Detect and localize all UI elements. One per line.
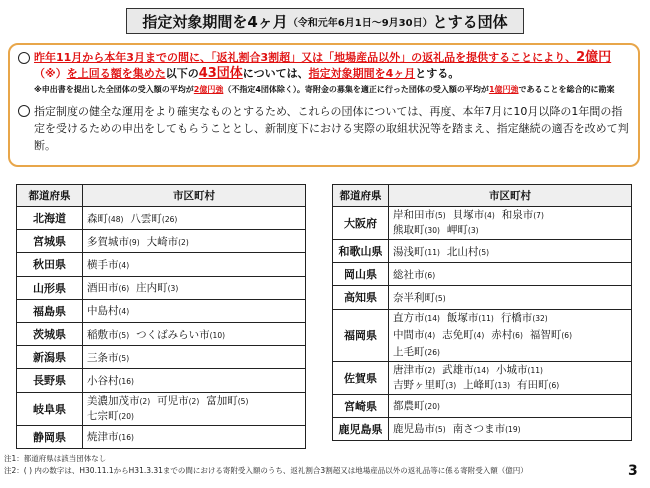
city-amount: (11) xyxy=(478,313,494,323)
city-amount: (5) xyxy=(118,353,130,363)
prefecture-cell: 福島県 xyxy=(17,299,83,322)
city-amount: (16) xyxy=(118,376,134,386)
footnotes xyxy=(4,453,528,477)
cities-line xyxy=(87,373,301,388)
city-name: 都農町 xyxy=(393,400,425,413)
circle-bullet-icon xyxy=(18,52,30,64)
bullet-2 xyxy=(18,99,630,154)
city-amount: (20) xyxy=(118,411,134,421)
prefecture-cell: 宮城県 xyxy=(17,230,83,253)
city-amount: (16) xyxy=(118,433,134,443)
cities-line xyxy=(87,327,301,342)
header-cities: 市区町村 xyxy=(389,185,632,207)
cities-line xyxy=(87,409,301,424)
city-name: 飯塚市 xyxy=(446,311,479,324)
city-amount: (2) xyxy=(178,237,189,247)
city-name: 有田町 xyxy=(517,378,549,391)
cities-line xyxy=(393,290,627,305)
cities-line xyxy=(87,394,301,409)
cities-line xyxy=(87,257,301,272)
city-name: 総社市 xyxy=(393,268,425,281)
city-amount: (7) xyxy=(533,211,544,220)
count-text: 43団体 xyxy=(198,66,243,81)
city-amount: (48) xyxy=(108,214,124,224)
city-name: 焼津市 xyxy=(87,431,119,444)
city-name: 大崎市 xyxy=(146,235,179,248)
city-name: 和泉市 xyxy=(501,209,534,221)
footnote-1: 注1：都道府県は該当団体なし xyxy=(4,454,107,463)
city-amount: (3) xyxy=(467,226,479,235)
city-amount: (4) xyxy=(118,307,130,317)
city-name: 三条市 xyxy=(87,351,119,364)
prefecture-cell: 岡山県 xyxy=(333,263,389,286)
asterisk-ref: （※） xyxy=(34,67,67,80)
city-amount: (6) xyxy=(424,270,436,280)
prefecture-cell: 茨城県 xyxy=(17,322,83,345)
prefecture-cell: 秋田県 xyxy=(17,253,83,276)
cities-cell xyxy=(83,369,306,392)
cities-cell xyxy=(389,309,632,361)
cities-line xyxy=(87,211,301,226)
city-name: 岬町 xyxy=(446,224,468,236)
table-row xyxy=(17,276,306,299)
cities-cell xyxy=(83,322,306,345)
table-row xyxy=(333,417,632,440)
prefecture-cell: 高知県 xyxy=(333,286,389,309)
city-amount: (5) xyxy=(435,293,446,303)
table-row xyxy=(333,361,632,394)
city-amount: (6) xyxy=(561,330,572,340)
cities-cell xyxy=(83,299,306,322)
cities-cell xyxy=(83,276,306,299)
bullet-1-text xyxy=(34,50,630,82)
prefecture-cell: 静岡県 xyxy=(17,425,83,448)
table-row xyxy=(333,286,632,309)
summary-box xyxy=(8,43,640,167)
city-amount: (5) xyxy=(237,396,249,406)
cities-line xyxy=(393,344,627,361)
city-name: 酒田市 xyxy=(87,282,119,295)
city-amount: (5) xyxy=(118,330,130,340)
cities-line xyxy=(87,303,301,318)
city-amount: (3) xyxy=(445,380,457,390)
city-name: 小谷村 xyxy=(87,374,119,387)
prefecture-cell: 岐阜県 xyxy=(17,392,83,425)
title-tail: とする団体 xyxy=(432,12,508,31)
prefecture-cell: 大阪府 xyxy=(333,207,389,240)
city-amount: (30) xyxy=(424,226,440,235)
cities-line xyxy=(393,208,627,223)
cities-cell xyxy=(389,361,632,394)
cities-line xyxy=(393,267,627,282)
city-amount: (4) xyxy=(484,211,495,220)
city-name: 中島村 xyxy=(87,305,119,318)
city-name: 志免町 xyxy=(442,328,474,341)
city-name: 庄内町 xyxy=(136,282,168,295)
period-text: 指定対象期間を4ヶ月 xyxy=(308,67,416,80)
cities-line xyxy=(87,429,301,444)
table-row xyxy=(17,207,306,230)
city-name: 岸和田市 xyxy=(393,209,435,221)
city-name: 行橋市 xyxy=(500,311,533,324)
table-row xyxy=(17,322,306,345)
city-name: 湯浅町 xyxy=(393,245,425,258)
city-amount: (20) xyxy=(424,402,440,412)
city-name: 熊取町 xyxy=(393,224,425,236)
prefecture-cell: 山形県 xyxy=(17,276,83,299)
city-name: 唐津市 xyxy=(393,363,425,376)
regarding-text: については、 xyxy=(242,67,309,80)
cities-cell xyxy=(389,286,632,309)
prefecture-cell: 佐賀県 xyxy=(333,361,389,394)
city-amount: (10) xyxy=(209,330,226,340)
cities-cell xyxy=(389,263,632,286)
prefecture-cell: 新潟県 xyxy=(17,346,83,369)
table-row xyxy=(333,240,632,263)
city-name: 八雲町 xyxy=(130,212,162,225)
following-text: 以下の xyxy=(165,67,199,80)
table-row xyxy=(17,392,306,425)
city-name: 中間市 xyxy=(393,328,425,341)
city-amount: (9) xyxy=(129,237,140,247)
city-amount: (2) xyxy=(424,365,436,375)
table-row xyxy=(333,309,632,361)
city-amount: (11) xyxy=(424,247,440,257)
table-row xyxy=(17,346,306,369)
right-municipality-table xyxy=(332,184,632,441)
table-row xyxy=(333,394,632,417)
cities-line xyxy=(393,244,627,259)
city-amount: (14) xyxy=(424,313,440,323)
city-name: 可児市 xyxy=(157,394,189,407)
city-name: 赤村 xyxy=(491,328,513,341)
city-name: 稲敷市 xyxy=(87,328,119,341)
city-name: 武雄市 xyxy=(442,363,474,376)
page-title xyxy=(126,8,524,34)
collected-text: を上回る額を集めた xyxy=(66,67,166,80)
table-row xyxy=(17,253,306,276)
city-amount: (6) xyxy=(118,284,130,294)
city-amount: (13) xyxy=(494,380,511,390)
city-name: 福智町 xyxy=(529,328,562,341)
city-amount: (2) xyxy=(188,396,200,406)
city-amount: (6) xyxy=(512,330,523,340)
cities-line xyxy=(393,398,627,413)
prefecture-cell: 和歌山県 xyxy=(333,240,389,263)
city-name: 吉野ヶ里町 xyxy=(393,378,446,391)
table-row xyxy=(333,207,632,240)
city-name: 森町 xyxy=(87,212,108,225)
bullet-1 xyxy=(18,50,630,82)
circle-bullet-icon xyxy=(18,105,30,117)
city-name: 美濃加茂市 xyxy=(87,394,140,407)
city-name: 北山村 xyxy=(446,245,479,258)
cities-line xyxy=(393,363,627,378)
city-name: 直方市 xyxy=(393,311,425,324)
table-row xyxy=(17,369,306,392)
city-name: 鹿児島市 xyxy=(393,423,435,436)
cities-cell xyxy=(83,392,306,425)
header-pref: 都道府県 xyxy=(17,185,83,207)
city-name: 上毛町 xyxy=(393,345,425,358)
city-amount: (4) xyxy=(473,330,485,340)
page-number: 3 xyxy=(628,463,638,479)
title-period: （令和元年6月1日～9月30日） xyxy=(287,17,433,29)
city-amount: (14) xyxy=(473,365,490,375)
city-name: 富加町 xyxy=(206,394,238,407)
table-row xyxy=(17,299,306,322)
city-amount: (11) xyxy=(527,365,543,375)
prefecture-cell: 北海道 xyxy=(17,207,83,230)
cities-cell xyxy=(389,207,632,240)
cities-cell xyxy=(83,207,306,230)
city-name: つくばみらい市 xyxy=(136,328,210,341)
city-amount: (2) xyxy=(139,396,151,406)
city-amount: (26) xyxy=(161,214,178,224)
cities-cell xyxy=(83,425,306,448)
cities-line xyxy=(87,280,301,295)
cities-line xyxy=(393,223,627,238)
cities-cell xyxy=(83,346,306,369)
amount-text: 2億円 xyxy=(576,50,612,65)
cities-line xyxy=(393,378,627,393)
conclusion-text: とする。 xyxy=(415,67,460,80)
city-amount: (32) xyxy=(532,313,548,323)
cities-cell xyxy=(83,230,306,253)
prefecture-cell: 福岡県 xyxy=(333,309,389,361)
prefecture-cell: 長野県 xyxy=(17,369,83,392)
city-amount: (4) xyxy=(424,330,436,340)
city-amount: (19) xyxy=(505,425,521,435)
cities-line xyxy=(393,310,627,327)
city-name: 奈半利町 xyxy=(393,291,435,304)
city-name: 横手市 xyxy=(87,258,119,271)
city-amount: (5) xyxy=(435,211,446,220)
prefecture-cell: 宮崎県 xyxy=(333,394,389,417)
footnote-2: 注2：( ) 内の数字は、H30.11.1からH31.3.31までの間における寄附受入額のうち、返礼割合3割超又は地場産品以外の返礼品等に係る寄附受入額（億円） xyxy=(4,466,528,475)
bullet-2-text: 指定制度の健全な運用をより確実なものとするため、これらの団体については、再度、本年7月に10月以降の1年間の指定を受けるための申出をしてもらうこととし、新制度下における実際の取組状況等を踏まえ、指定継続の適否を改めて判断。 xyxy=(34,105,629,152)
city-name: 多賀城市 xyxy=(87,235,129,248)
city-amount: (4) xyxy=(118,260,130,270)
city-amount: (26) xyxy=(424,347,440,357)
cities-cell xyxy=(389,394,632,417)
criteria-text: 昨年11月から本年3月までの間に、「返礼割合3割超」又は「地場産品以外」の返礼品を提供することにより、 xyxy=(34,51,577,64)
asterisk-note: ※申出書を提出した全団体の受入額の平均が2億円強（不指定4団体除く）。寄附金の募集を適正に行った団体の受入額の平均が1億円強であることを総合的に勘案 xyxy=(34,85,615,94)
city-name: 小城市 xyxy=(496,363,528,376)
cities-cell xyxy=(389,240,632,263)
header-pref: 都道府県 xyxy=(333,185,389,207)
city-amount: (5) xyxy=(478,247,490,257)
cities-cell xyxy=(389,417,632,440)
city-amount: (6) xyxy=(548,380,560,390)
cities-line xyxy=(87,234,301,249)
table-row xyxy=(333,263,632,286)
cities-line xyxy=(393,421,627,436)
title-main: 指定対象期間を4ヶ月 xyxy=(142,12,288,31)
table-row xyxy=(17,425,306,448)
cities-line xyxy=(87,350,301,365)
header-cities: 市区町村 xyxy=(83,185,306,207)
left-municipality-table xyxy=(16,184,306,449)
city-amount: (5) xyxy=(435,425,446,435)
prefecture-cell: 鹿児島県 xyxy=(333,417,389,440)
table-row xyxy=(17,230,306,253)
cities-cell xyxy=(83,253,306,276)
city-name: 貝塚市 xyxy=(452,209,485,221)
city-name: 七宗町 xyxy=(87,409,119,422)
city-name: 上峰町 xyxy=(463,378,495,391)
cities-line xyxy=(393,327,627,344)
city-amount: (3) xyxy=(167,284,179,294)
city-name: 南さつま市 xyxy=(452,423,506,436)
